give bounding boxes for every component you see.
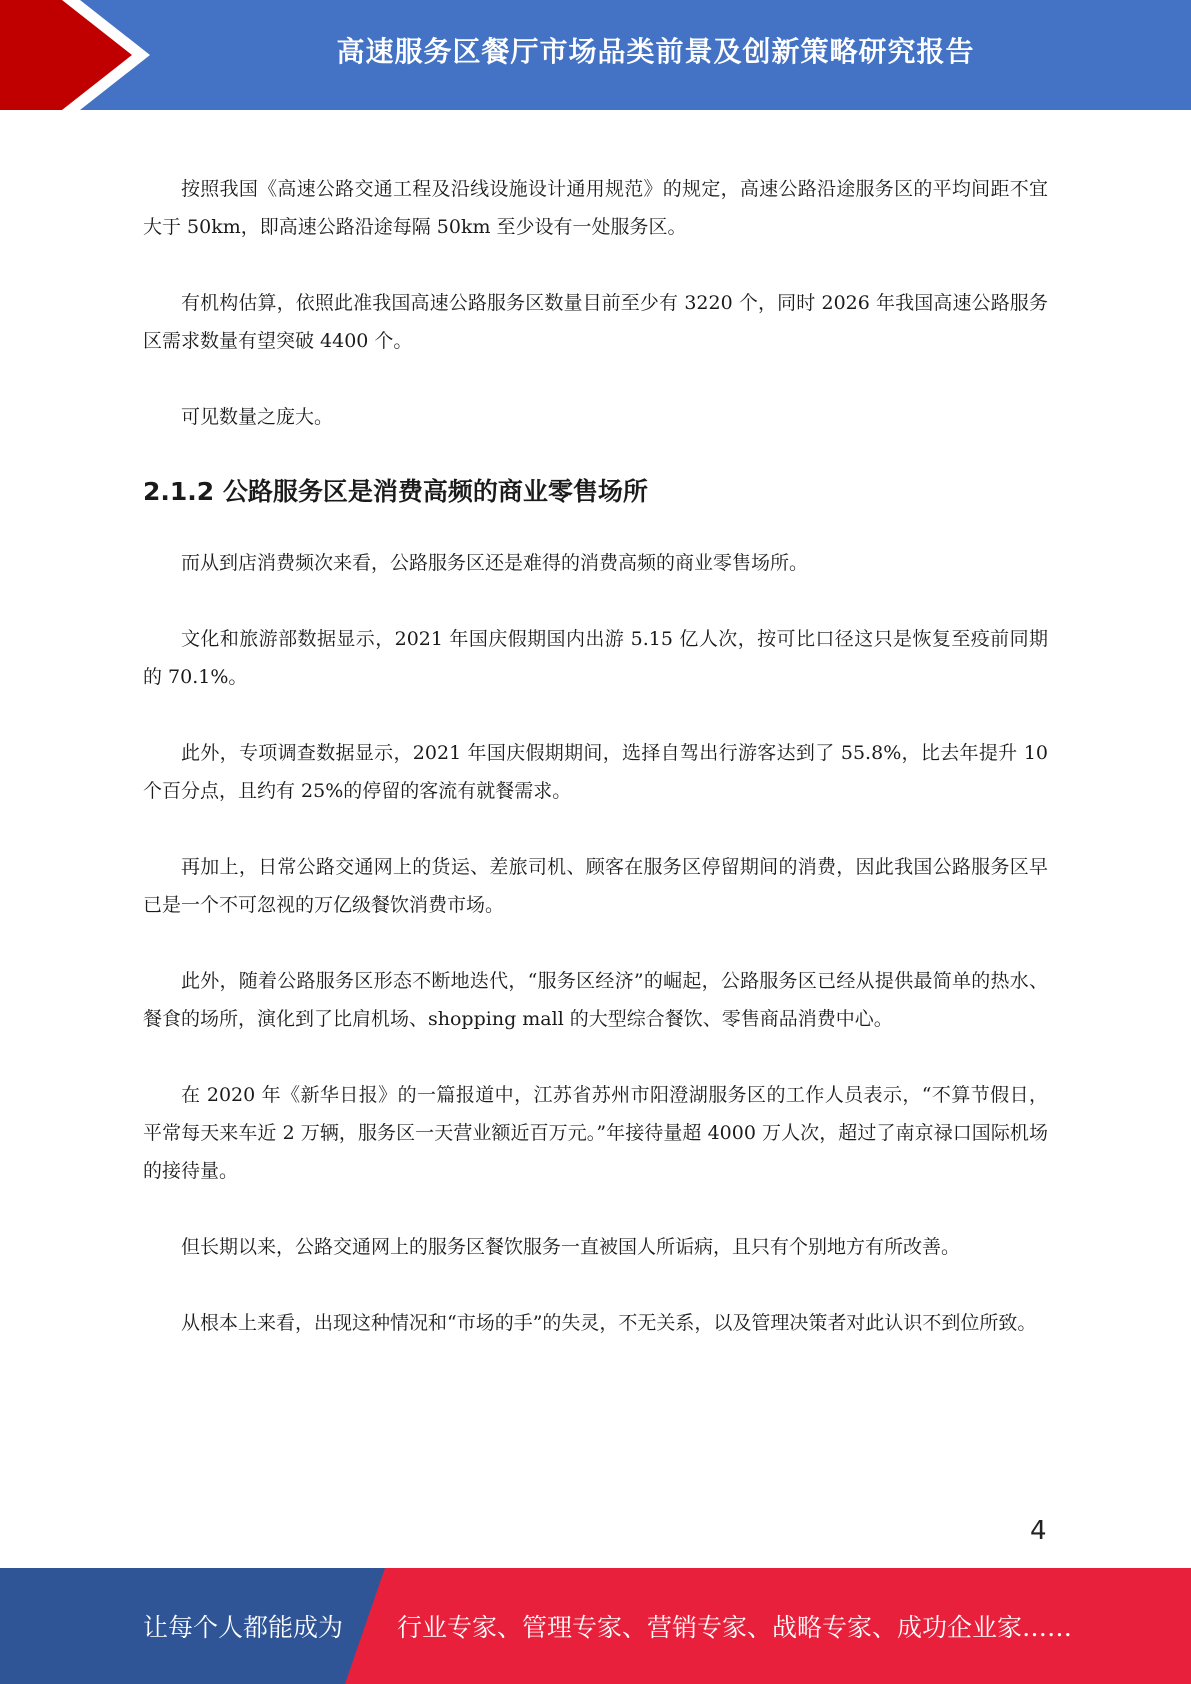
footer-slogan-left: 让每个人都能成为 [143, 1613, 344, 1642]
paragraph: 而从到店消费频次来看，公路服务区还是难得的消费高频的商业零售场所。 [181, 552, 809, 574]
paragraph: 文化和旅游部数据显示，2021 年国庆假期国内出游 5.15 亿人次，按可比口径这只是恢复至疫前同期的 70.1%。 [143, 628, 1048, 688]
paragraph: 在 2020 年《新华日报》的一篇报道中，江苏省苏州市阳澄湖服务区的工作人员表示，“不算节假日，平常每天来车近 2 万辆，服务区一天营业额近百万元。”年接待量超 4000 万人次，超过了南京禄口国际机场的接待量。 [143, 1084, 1048, 1182]
footer-slogan-right: 行业专家、管理专家、营销专家、战略专家、成功企业家…… [397, 1613, 1073, 1642]
paragraph: 但长期以来，公路交通网上的服务区餐饮服务一直被国人所诟病，且只有个别地方有所改善。 [181, 1236, 961, 1258]
page-body [143, 170, 1048, 1380]
page-number: 4 [1030, 1516, 1047, 1546]
paragraph: 从根本上来看，出现这种情况和“市场的手”的失灵，不无关系，以及管理决策者对此认识不到位所致。 [181, 1312, 1037, 1334]
paragraph: 此外，专项调查数据显示，2021 年国庆假期期间，选择自驾出行游客达到了 55.8%，比去年提升 10 个百分点，且约有 25%的停留的客流有就餐需求。 [143, 742, 1048, 802]
page-footer [0, 1568, 1191, 1684]
paragraph: 此外，随着公路服务区形态不断地迭代，“服务区经济”的崛起，公路服务区已经从提供最简单的热水、餐食的场所，演化到了比肩机场、shopping mall 的大型综合餐饮、零售商品消费中心。 [143, 970, 1048, 1030]
paragraph: 按照我国《高速公路交通工程及沿线设施设计通用规范》的规定，高速公路沿途服务区的平均间距不宜大于 50km，即高速公路沿途每隔 50km 至少设有一处服务区。 [143, 178, 1048, 238]
page-header [0, 0, 1191, 110]
paragraph: 再加上，日常公路交通网上的货运、差旅司机、顾客在服务区停留期间的消费，因此我国公路服务区早已是一个不可忽视的万亿级餐饮消费市场。 [143, 856, 1048, 916]
paragraph: 有机构估算，依照此准我国高速公路服务区数量目前至少有 3220 个，同时 2026 年我国高速公路服务区需求数量有望突破 4400 个。 [143, 292, 1048, 352]
report-title: 高速服务区餐厅市场品类前景及创新策略研究报告 [336, 35, 975, 68]
paragraph: 可见数量之庞大。 [181, 406, 334, 428]
section-heading: 2.1.2 公路服务区是消费高频的商业零售场所 [143, 477, 648, 506]
